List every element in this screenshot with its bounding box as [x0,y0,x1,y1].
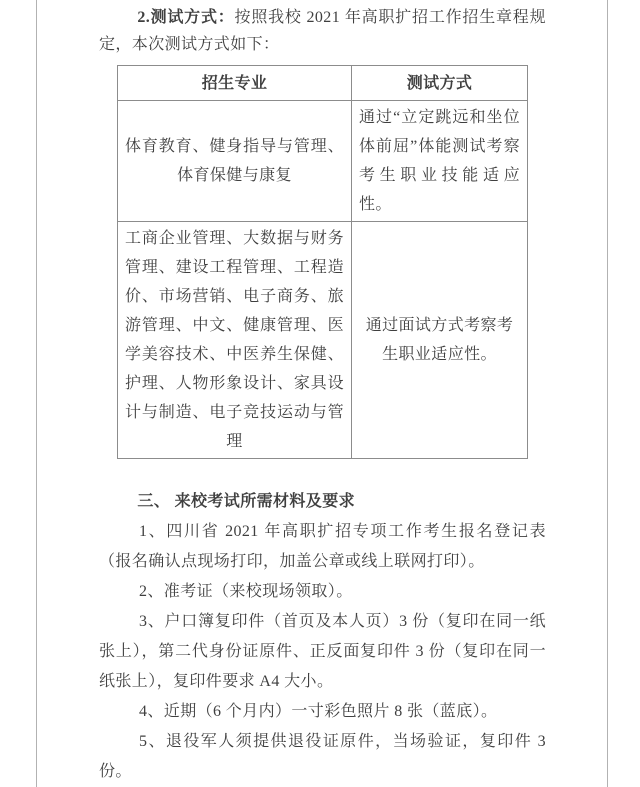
material-item-4: 4、近期（6 个月内）一寸彩色照片 8 张（蓝底）。 [139,703,498,720]
intro-paragraph [99,2,546,58]
table-header-major: 招生专业 [118,66,352,101]
document-page [36,0,608,787]
material-item-3: 3、户口簿复印件（首页及本人页）3 份（复印在同一纸张上），第二代身份证原件、正反面复印件 3 份（复印在同一纸张上），复印件要求 A4 大小。 [99,613,546,690]
intro-label: 2.测试方式： [137,9,235,26]
material-item-2: 2、准考证（来校现场领取）。 [139,583,353,600]
material-item-5: 5、退役军人须提供退役证原件，当场验证，复印件 3 份。 [99,733,546,780]
method-cell-interview: 通过面试方式考察考生职业适应性。 [352,222,528,459]
test-method-table [117,65,528,459]
table-row [118,101,528,222]
intro-text: 按照我校 2021 年高职扩招工作招生章程规定，本次测试方式如下： [99,9,546,53]
major-cell-general: 工商企业管理、大数据与财务管理、建设工程管理、工程造价、市场营销、电子商务、旅游管理、中文、健康管理、医学美容技术、中医养生保健、护理、人物形象设计、家具设计与制造、电子竞技运动与管理 [118,222,352,459]
table-row [118,222,528,459]
table-header-method: 测试方式 [352,66,528,101]
material-item-1: 1、四川省 2021 年高职扩招专项工作考生报名登记表（报名确认点现场打印，加盖公章或线上联网打印）。 [99,523,546,570]
major-cell-sports: 体育教育、健身指导与管理、体育保健与康复 [118,101,352,222]
table-header-row [118,66,528,101]
method-cell-fitness-test: 通过“立定跳远和坐位体前屈”体能测试考察考生职业技能适应性。 [352,101,528,222]
section-heading-materials: 三、 来校考试所需材料及要求 [137,493,355,510]
